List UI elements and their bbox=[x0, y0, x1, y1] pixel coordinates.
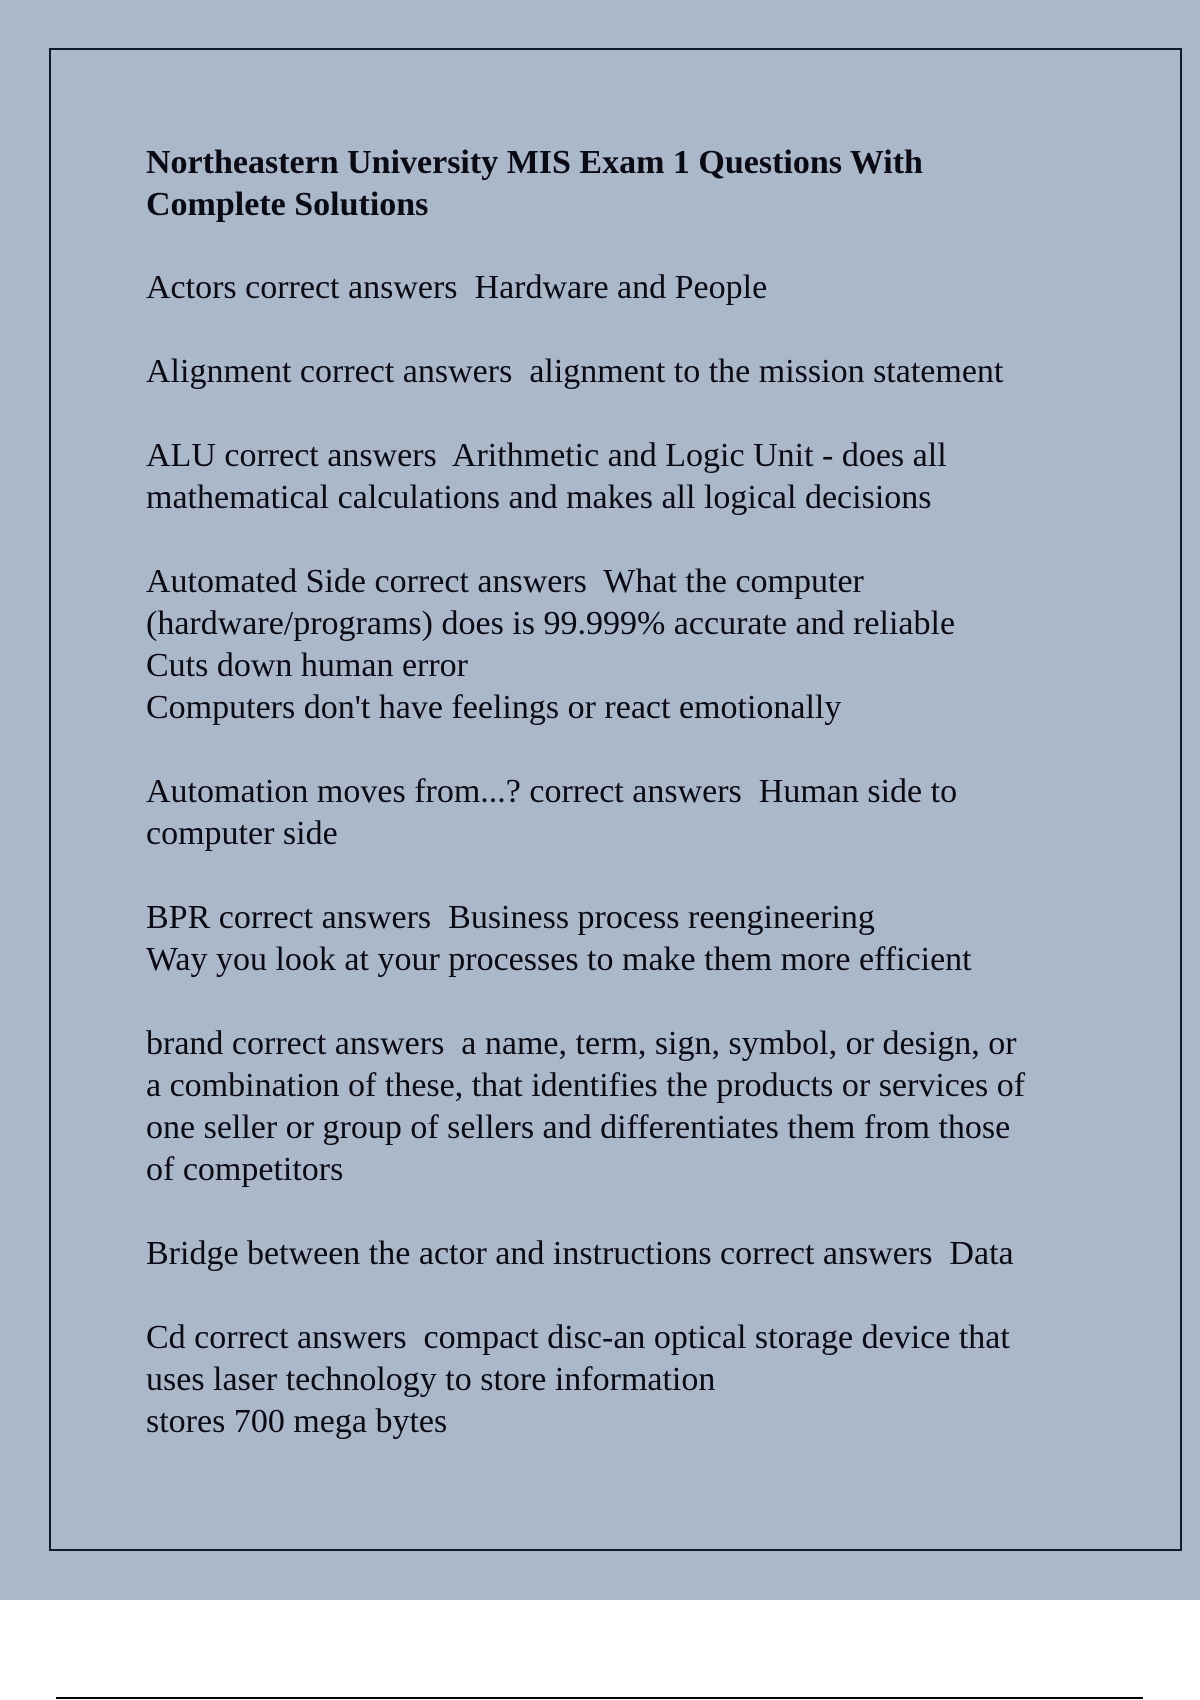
entry-line: Bridge between the actor and instructions correct answers Data bbox=[146, 1235, 1014, 1272]
document-content bbox=[146, 142, 1096, 1485]
qa-entry-cd bbox=[146, 1317, 1096, 1443]
entry-line: mathematical calculations and makes all logical decisions bbox=[146, 479, 932, 516]
entry-line: Alignment correct answers alignment to the mission statement bbox=[146, 353, 1004, 390]
qa-entry-alu bbox=[146, 435, 1096, 519]
qa-entry-automation bbox=[146, 771, 1096, 855]
qa-entry-actors bbox=[146, 267, 1096, 309]
entry-line: brand correct answers a name, term, sign, symbol, or design, or bbox=[146, 1025, 1017, 1062]
entry-line: stores 700 mega bytes bbox=[146, 1403, 448, 1440]
entry-line: Cd correct answers compact disc-an optical storage device that bbox=[146, 1319, 1010, 1356]
entry-line: one seller or group of sellers and differentiates them from those bbox=[146, 1109, 1011, 1146]
qa-entry-automated-side bbox=[146, 561, 1096, 729]
qa-entry-alignment bbox=[146, 351, 1096, 393]
title-line: Northeastern University MIS Exam 1 Questions With bbox=[146, 144, 923, 181]
entry-line: (hardware/programs) does is 99.999% accurate and reliable bbox=[146, 605, 956, 642]
entry-line: ALU correct answers Arithmetic and Logic Unit - does all bbox=[146, 437, 947, 474]
entry-line: of competitors bbox=[146, 1151, 344, 1188]
entry-line: uses laser technology to store information bbox=[146, 1361, 716, 1398]
title-line: Complete Solutions bbox=[146, 186, 429, 223]
footer-divider bbox=[56, 1697, 1143, 1699]
entry-line: Automation moves from...? correct answers Human side to bbox=[146, 773, 958, 810]
qa-entry-bridge bbox=[146, 1233, 1096, 1275]
entry-line: BPR correct answers Business process reengineering bbox=[146, 899, 875, 936]
entry-line: Cuts down human error bbox=[146, 647, 469, 684]
entry-line: Actors correct answers Hardware and People bbox=[146, 269, 768, 306]
entry-line: a combination of these, that identifies the products or services of bbox=[146, 1067, 1026, 1104]
entry-line: Automated Side correct answers What the computer bbox=[146, 563, 864, 600]
entry-line: Computers don't have feelings or react emotionally bbox=[146, 689, 842, 726]
entry-line: computer side bbox=[146, 815, 338, 852]
document-title bbox=[146, 142, 1096, 226]
qa-entry-bpr bbox=[146, 897, 1096, 981]
entry-line: Way you look at your processes to make them more efficient bbox=[146, 941, 972, 978]
qa-entry-brand bbox=[146, 1023, 1096, 1191]
